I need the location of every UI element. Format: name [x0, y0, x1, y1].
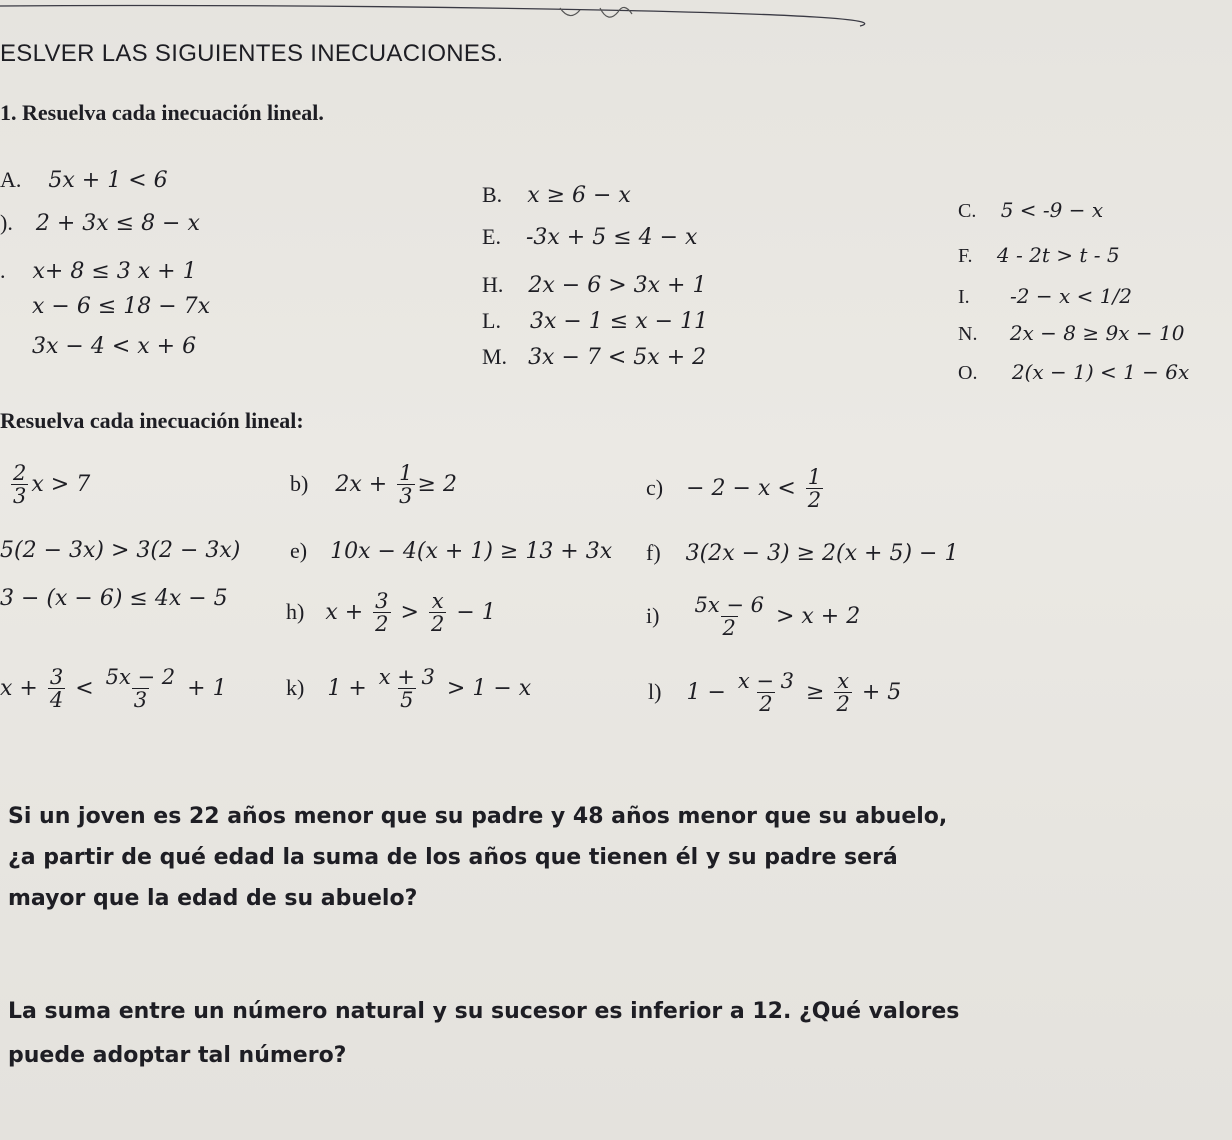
expr-text: 1 +: [327, 676, 367, 702]
fraction: $\frac{x}{2}$: [430, 589, 445, 637]
fraction: $\frac{2}{3}$: [13, 461, 27, 509]
expr-text: 1 −: [686, 680, 726, 706]
item-label: l): [648, 679, 662, 705]
inequality: 5 < -9 − x: [1000, 198, 1104, 222]
expr-text: ≥: [806, 680, 825, 706]
expr-text: > x + 2: [775, 604, 861, 630]
expr-text: − 1: [456, 600, 496, 626]
ineq-f: [958, 243, 1120, 268]
item-label: b): [290, 471, 309, 497]
fraction: $\frac{x + 3}{5}$: [378, 665, 435, 713]
top-rule-scribble: [0, 0, 1232, 30]
item-label: F.: [958, 245, 973, 267]
expr-text: > 1 − x: [446, 676, 532, 702]
item-label: ).: [0, 210, 13, 235]
ineq-g: [0, 258, 197, 284]
ineq-m: [482, 344, 706, 370]
item-label: c): [646, 475, 664, 501]
expr-text: + 5: [861, 680, 902, 706]
ineq2-a: [8, 462, 90, 508]
ineq-i: [958, 284, 1132, 309]
fraction: $\frac{1}{2}$: [807, 465, 822, 513]
inequality: 3x − 7 < 5x + 2: [528, 345, 707, 370]
ineq2-j: [0, 666, 227, 712]
ineq2-b: [290, 462, 457, 508]
expr-text: x +: [325, 600, 364, 626]
item-label: f): [646, 540, 661, 565]
inequality: x ≥ 6 − x: [527, 183, 631, 208]
item-label: A.: [0, 167, 22, 192]
ineq2-e: [290, 538, 612, 564]
item-label: e): [290, 538, 308, 563]
fraction: $\frac{1}{3}$: [399, 461, 413, 509]
fraction: $\frac{5x - 2}{3}$: [105, 665, 176, 713]
inequality: x+ 8 ≤ 3 x + 1: [32, 259, 197, 284]
expr-text: 2x +: [335, 472, 388, 498]
inequality: 2(x − 1) < 1 − 6x: [1011, 360, 1190, 384]
expr-text: 3 − (x − 6) ≤ 4x − 5: [0, 586, 228, 611]
ineq-j: [32, 294, 210, 319]
inequality: -2 − x < 1/2: [1010, 284, 1132, 308]
expr-text: x > 7: [31, 472, 91, 498]
expr-text: x +: [0, 676, 38, 702]
expr-text: − 2 − x <: [686, 476, 796, 502]
ineq2-d: [0, 538, 240, 563]
ineq-b: [482, 182, 631, 208]
page-heading: ESLVER LAS SIGUIENTES INECUACIONES.: [0, 40, 504, 67]
inequality: 3x − 1 ≤ x − 11: [529, 309, 709, 334]
ineq-n: [958, 321, 1184, 346]
ineq-a: [0, 167, 168, 193]
inequality: 4 - 2t > t - 5: [996, 243, 1120, 267]
fraction: $\frac{3}{2}$: [375, 589, 389, 637]
item-label: H.: [482, 272, 504, 297]
expr-text: <: [75, 676, 94, 702]
ineq2-h: [286, 590, 496, 636]
item-label: B.: [482, 182, 503, 207]
ineq-h: [482, 272, 706, 298]
ineq2-f: [646, 540, 958, 566]
item-label: O.: [958, 362, 978, 384]
fraction: $\frac{x}{2}$: [836, 669, 850, 717]
fraction: $\frac{x - 3}{2}$: [737, 669, 795, 717]
inequality: 5x + 1 < 6: [48, 168, 168, 193]
expr-text: >: [400, 600, 419, 626]
item-label: i): [646, 603, 660, 629]
fraction: $\frac{5x - 6}{2}$: [694, 593, 764, 641]
item-label: I.: [958, 286, 970, 308]
item-label: C.: [958, 200, 977, 222]
item-label: k): [286, 675, 305, 701]
fraction: $\frac{3}{4}$: [49, 665, 64, 713]
expr-text: 5(2 − 3x) > 3(2 − 3x): [0, 538, 241, 563]
section2-title: Resuelva cada inecuación lineal:: [0, 408, 304, 433]
ineq-e: [482, 224, 697, 250]
inequality: 3x − 4 < x + 6: [32, 334, 197, 359]
inequality: 2x − 6 > 3x + 1: [528, 273, 707, 298]
inequality: 2 + 3x ≤ 8 − x: [35, 211, 200, 236]
expr-text: 3(2x − 3) ≥ 2(x + 5) − 1: [685, 541, 959, 566]
inequality: x − 6 ≤ 18 − 7x: [32, 294, 211, 319]
item-label: M.: [482, 344, 508, 369]
expr-text: ≥ 2: [417, 472, 457, 498]
inequality: -3x + 5 ≤ 4 − x: [525, 225, 698, 250]
expr-text: 10x − 4(x + 1) ≥ 13 + 3x: [330, 539, 613, 564]
ineq-d: [0, 210, 200, 236]
ineq2-g: [0, 586, 228, 611]
ineq-l: [482, 308, 708, 334]
ineq-c: [958, 198, 1103, 223]
item-label: E.: [482, 224, 501, 249]
ineq2-l: [648, 670, 901, 716]
ineq2-i: [646, 594, 860, 640]
ineq2-c: [646, 466, 826, 512]
expr-text: + 1: [187, 676, 227, 702]
ineq-k: [32, 334, 196, 359]
section1-title: 1. Resuelva cada inecuación lineal.: [0, 100, 324, 125]
ineq-o: [958, 360, 1189, 385]
item-label: N.: [958, 323, 978, 345]
item-label: L.: [482, 308, 501, 333]
ineq2-k: [286, 666, 531, 712]
inequality: 2x − 8 ≥ 9x − 10: [1009, 321, 1185, 345]
word-problem-natural-number: La suma entre un número natural y su sucesor es inferior a 12. ¿Qué valores puede adoptar tal número?: [8, 999, 960, 1068]
word-problem-ages: Si un joven es 22 años menor que su padre y 48 años menor que su abuelo, ¿a partir de qué edad la suma de los años que tienen él y su padre será mayor que la edad de su abuelo?: [8, 804, 948, 911]
item-label: .: [0, 258, 6, 283]
item-label: h): [286, 599, 305, 625]
